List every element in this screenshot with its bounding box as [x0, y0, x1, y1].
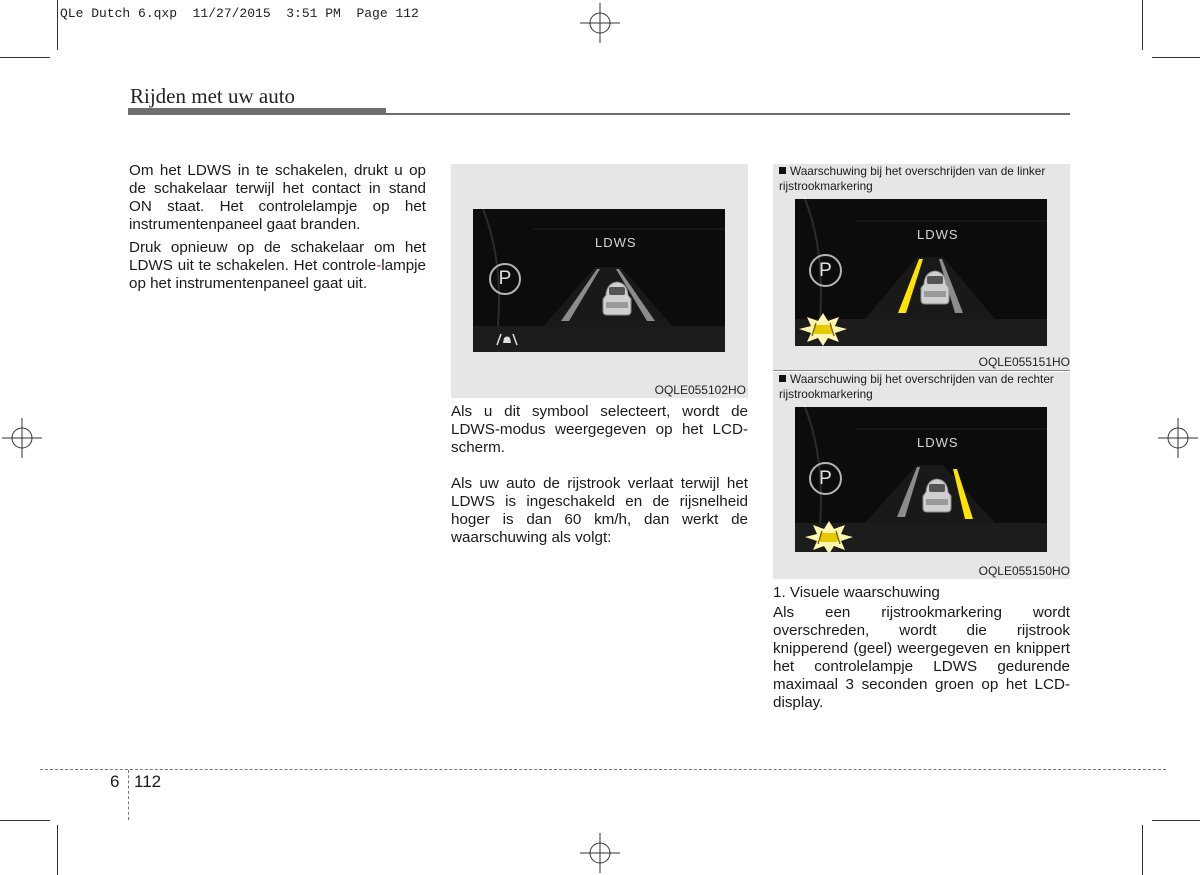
- ldws-label: LDWS: [917, 435, 959, 450]
- column-3-text: [773, 584, 1070, 712]
- paragraph-enable: Om het LDWS in te schakelen, drukt u op de schakelaar terwijl het contact in stand ON staat. Het controlelampje op het instrumentenpaneel gaat branden.: [129, 162, 426, 233]
- paragraph-symbol: Als u dit symbool selecteert, wordt de LDWS-modus weergegeven op het LCD-scherm.: [451, 403, 748, 456]
- gear-p-indicator: P: [489, 263, 521, 295]
- figure-right-warning: [773, 372, 1070, 579]
- visual-warning-heading: 1. Visuele waarschuwing: [773, 584, 940, 601]
- registration-mark-icon: [2, 418, 42, 458]
- title-rule: [386, 113, 1070, 115]
- figure-divider: [773, 370, 1070, 371]
- car-icon: [919, 473, 955, 515]
- lane-keeping-icon: [493, 330, 521, 346]
- figure-code: OQLE055150HO: [978, 564, 1070, 578]
- ldws-label: LDWS: [917, 227, 959, 242]
- chapter-number: 6: [110, 772, 120, 791]
- lane-warning-flash-icon: [795, 311, 851, 346]
- figure-left-warning: [773, 164, 1070, 370]
- title-underline: [128, 108, 386, 115]
- figure-code: OQLE055102HO: [654, 383, 746, 397]
- lcd-screen: [795, 199, 1047, 346]
- car-icon: [917, 265, 953, 307]
- ldws-label: LDWS: [595, 235, 637, 250]
- gear-p-indicator: P: [809, 462, 842, 495]
- lane-warning-flash-icon: [801, 519, 857, 552]
- registration-mark-icon: [580, 3, 620, 43]
- column-1-text: [129, 162, 426, 293]
- figure-caption: Waarschuwing bij het overschrijden van de linker rijstrookmarkering: [779, 164, 1046, 193]
- column-2-text: [451, 403, 748, 547]
- page-number: 112: [134, 772, 162, 791]
- paragraph-disable: Druk opnieuw op de schakelaar om het LDWS uit te schakelen. Het controle-lampje op het instrumentenpaneel gaat uit.: [129, 239, 426, 292]
- paragraph-warning-condition: Als uw auto de rijstrook verlaat terwijl het LDWS is ingeschakeld en de rijsnelheid hoger is dan 60 km/h, dan werkt de waarschuwing als volgt:: [451, 475, 748, 546]
- print-slug: QLe Dutch 6.qxp 11/27/2015 3:51 PM Page 112: [60, 6, 419, 21]
- lcd-screen: [473, 209, 725, 352]
- footer-rule: [40, 769, 1166, 770]
- gear-p-indicator: P: [809, 254, 842, 287]
- section-title: Rijden met uw auto: [130, 84, 296, 108]
- lcd-screen: [795, 407, 1047, 552]
- registration-mark-icon: [580, 833, 620, 873]
- figure-ldws-display: [451, 164, 748, 398]
- paragraph-visual-warning: Als een rijstrookmarkering wordt overschreden, wordt die rijstrook knipperend (geel) weergegeven en knippert het controlelampje LDWS gedurende maximaal 3 seconden groen op het LCD-display.: [773, 604, 1070, 711]
- footer-divider: [128, 770, 129, 820]
- figure-code: OQLE055151HO: [978, 355, 1070, 369]
- figure-caption: Waarschuwing bij het overschrijden van de rechter rijstrookmarkering: [779, 372, 1054, 401]
- registration-mark-icon: [1158, 418, 1198, 458]
- car-icon: [599, 277, 635, 317]
